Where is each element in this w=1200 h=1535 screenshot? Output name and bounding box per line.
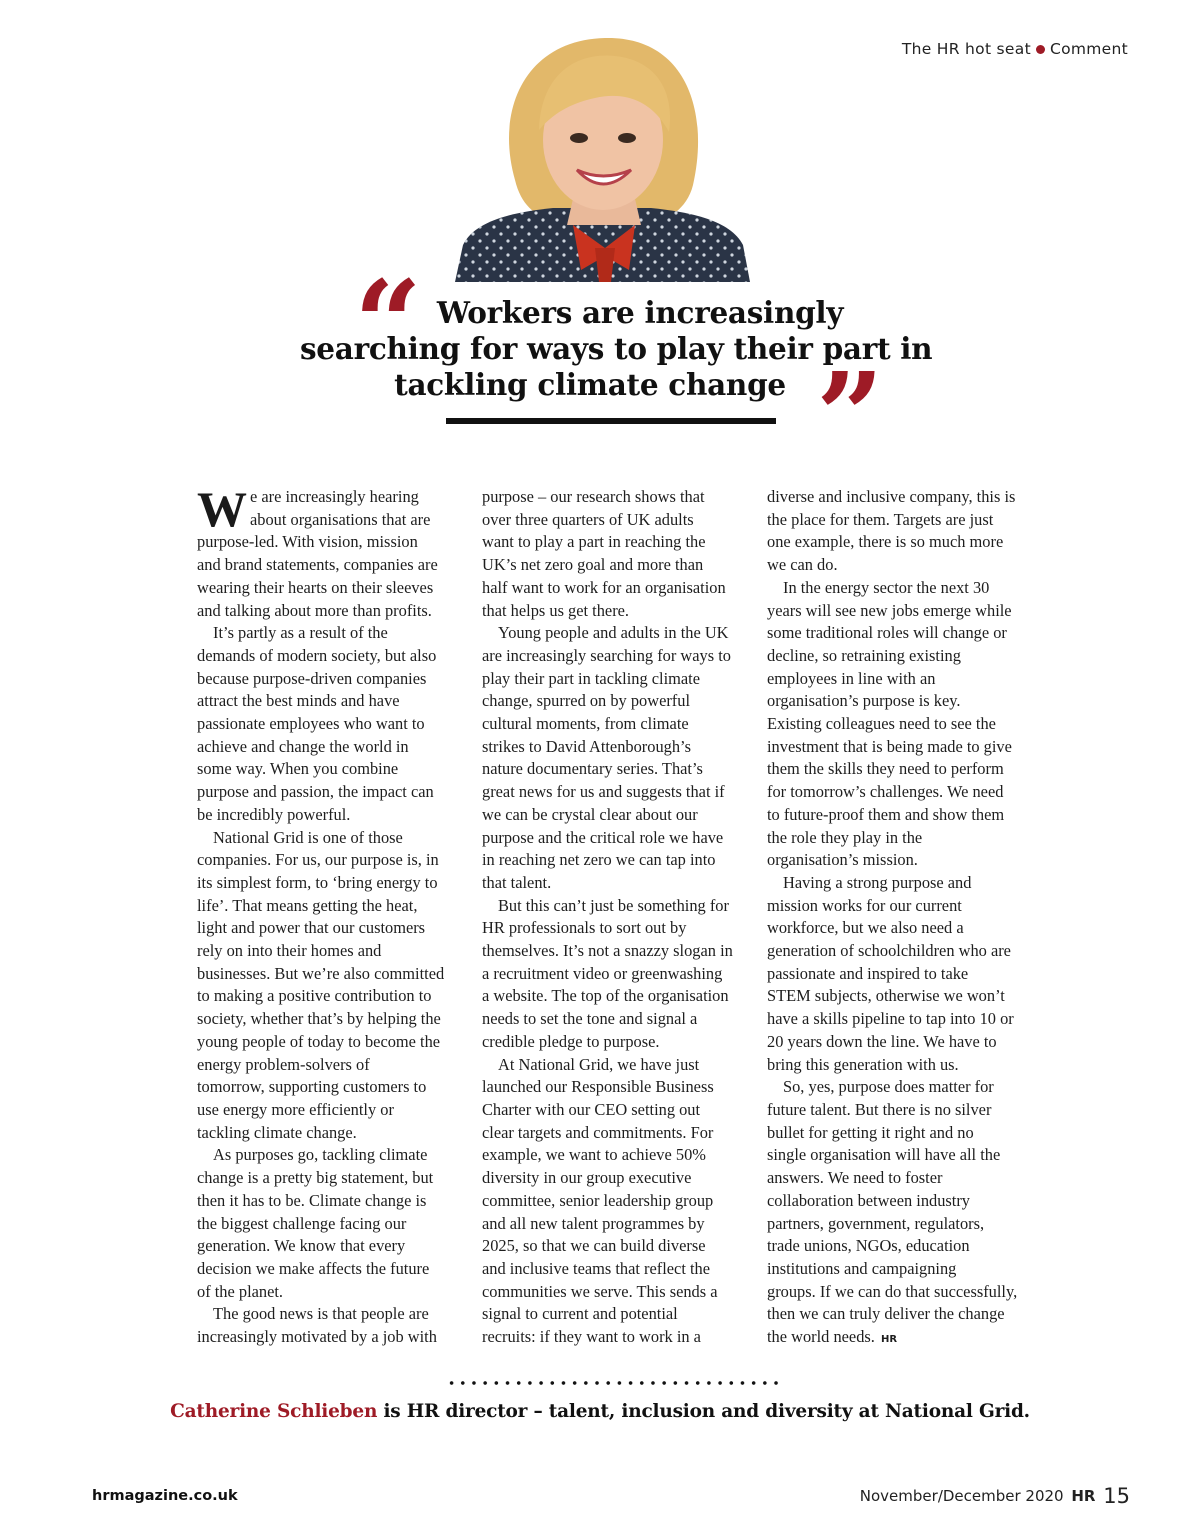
article-line: companies. For us, our purpose is, in [197, 850, 439, 870]
article-line: But this can’t just be something for [498, 895, 729, 915]
section-tag [902, 40, 1128, 58]
article-line: purpose – our research shows that [482, 487, 705, 506]
pull-quote-rule [446, 418, 776, 424]
article-line: STEM subjects, otherwise we won’t [767, 986, 1005, 1006]
article-line: Existing colleagues need to see the [767, 714, 996, 734]
section-label: The HR hot seat [901, 40, 1031, 58]
article-line: trade unions, NGOs, education [767, 1236, 970, 1256]
article-line: HR professionals to sort out by [482, 918, 687, 938]
end-mark: HR [881, 1334, 898, 1346]
article-line: for tomorrow’s challenges. We need [767, 782, 1004, 802]
article-line: a website. The top of the organisation [482, 986, 729, 1006]
article-line: Having a strong purpose and [783, 872, 972, 892]
article-line: years will see new jobs emerge while [767, 600, 1012, 620]
close-quote-mark: ” [816, 346, 884, 485]
article-line: bring this generation with us. [767, 1054, 959, 1074]
article-line: want to play a part in reaching the [482, 532, 706, 552]
article-column-1 [197, 481, 461, 1349]
footer-issue-info [860, 1484, 1130, 1508]
article-line: diversity in our group executive [482, 1168, 692, 1188]
article-line: that talent. [482, 872, 552, 892]
article-line: and inclusive teams that reflect the [482, 1258, 711, 1278]
issue-date: November/December 2020 [859, 1487, 1064, 1505]
article-line: that helps us get there. [482, 600, 630, 620]
article-line: the world needs. HR [767, 1327, 898, 1347]
article-line: and brand statements, companies are [197, 555, 438, 575]
article-line: National Grid is one of those [213, 827, 403, 847]
pull-quote-line: tackling climate change [394, 367, 786, 402]
article-line: clear targets and commitments. For [482, 1122, 714, 1142]
separator-dot-icon [1036, 45, 1045, 54]
article-line: 2025, so that we can build diverse [482, 1236, 706, 1256]
pull-quote [300, 254, 933, 485]
article-line: then we can truly deliver the change [767, 1304, 1005, 1324]
article-line: the role they play in the [767, 827, 923, 847]
article-line: single organisation will have all the [767, 1145, 1001, 1165]
article-line: purpose and passion, the impact can [197, 782, 434, 802]
author-portrait [455, 20, 750, 282]
dotted-separator [446, 1379, 782, 1387]
article-line: nature documentary series. That’s [482, 759, 703, 779]
article-line: groups. If we can do that successfully, [767, 1281, 1018, 1301]
article-line: credible pledge to purpose. [482, 1031, 660, 1051]
article-line: we can do. [767, 555, 838, 575]
article-line: in reaching net zero we can tap into [482, 850, 716, 870]
article-line: half want to work for an organisation [482, 577, 726, 597]
article-line: Charter with our CEO setting out [482, 1099, 701, 1119]
article-line: themselves. It’s not a snazzy slogan in [482, 941, 733, 961]
page-number: 15 [1103, 1484, 1130, 1508]
article-line: answers. We need to foster [767, 1168, 943, 1188]
article-line: the place for them. Targets are just [767, 509, 994, 529]
article-line: cultural moments, from climate [482, 714, 689, 734]
article-line: some traditional roles will change or [767, 623, 1007, 643]
article-line: young people of today to become the [197, 1031, 441, 1051]
article-line: Young people and adults in the UK [498, 623, 729, 643]
article-line: launched our Responsible Business [482, 1077, 714, 1097]
article-line: decline, so retraining existing [767, 645, 961, 665]
article-line: have a skills pipeline to tap into 10 or [767, 1009, 1014, 1029]
article-line: UK’s net zero goal and more than [482, 555, 704, 575]
author-byline [0, 1401, 1200, 1422]
article-line: strikes to David Attenborough’s [482, 736, 691, 756]
article-line: purpose and the critical role we have [482, 827, 724, 847]
article-line: life’. That means getting the heat, [197, 895, 418, 915]
article-line: a recruitment video or greenwashing [482, 963, 723, 983]
article-line: recruits: if they want to work in a [482, 1327, 701, 1347]
article-line: partners, government, regulators, [767, 1213, 985, 1233]
article-line: tomorrow, supporting customers to [197, 1077, 427, 1097]
article-line: then it has to be. Climate change is [197, 1190, 427, 1210]
article-line: The good news is that people are [213, 1304, 429, 1324]
article-line: needs to set the tone and signal a [482, 1009, 698, 1029]
article-line: are increasingly searching for ways to [482, 645, 731, 665]
article-line: to making a positive contribution to [197, 986, 432, 1006]
article-line: one example, there is so much more [767, 532, 1004, 552]
pull-quote-line: searching for ways to play their part in [300, 331, 933, 366]
article-line: some way. When you combine [197, 759, 399, 779]
article-line: communities we serve. This sends a [482, 1281, 718, 1301]
article-line: generation of schoolchildren who are [767, 941, 1011, 961]
article-line: society, whether that’s by helping the [197, 1009, 441, 1029]
pull-quote-line: Workers are increasingly [436, 295, 844, 330]
author-role: is HR director – talent, inclusion and diversity at National Grid. [377, 1401, 1030, 1422]
article-line: employees in line with an [767, 668, 936, 688]
article-line: investment that is being made to give [767, 736, 1012, 756]
article-line: businesses. But we’re also committed [197, 963, 445, 983]
article-line: institutions and campaigning [767, 1258, 957, 1278]
article-line: In the energy sector the next 30 [783, 577, 990, 597]
article-line: passionate employees who want to [197, 714, 425, 734]
article-column-3 [767, 486, 1031, 1352]
article-line: wearing their hearts on their sleeves [197, 577, 434, 597]
open-quote-mark: “ [354, 254, 422, 393]
article-line: energy problem-solvers of [197, 1054, 370, 1074]
article-line: use energy more efficiently or [197, 1099, 394, 1119]
drop-cap: W [197, 481, 247, 537]
article-line: organisation’s purpose is key. [767, 691, 961, 711]
article-line: example, we want to achieve 50% [482, 1145, 706, 1165]
portrait-illustration [455, 20, 750, 282]
article-line: generation. We know that every [197, 1236, 406, 1256]
article-line: play their part in tackling climate [482, 668, 701, 688]
article-line: we can be crystal clear about our [482, 804, 698, 824]
author-name: Catherine Schlieben [170, 1401, 378, 1422]
article-line: increasingly motivated by a job with [197, 1327, 437, 1347]
article-line: organisation’s mission. [767, 850, 918, 870]
article-line: about organisations that are [250, 509, 431, 529]
article-column-2 [482, 486, 746, 1349]
category-label: Comment [1049, 40, 1128, 58]
article-line: light and power that our customers [197, 918, 426, 938]
article-line: and all new talent programmes by [482, 1213, 705, 1233]
article-line: of the planet. [197, 1281, 284, 1301]
article-line: collaboration between industry [767, 1190, 971, 1210]
article-line: purpose-led. With vision, mission [197, 532, 418, 552]
article-line: the biggest challenge facing our [197, 1213, 407, 1233]
article-line: and talking about more than profits. [197, 600, 432, 620]
article-line: over three quarters of UK adults [482, 509, 694, 529]
article-line: change, spurred on by powerful [482, 691, 691, 711]
article-line: its simplest form, to ‘bring energy to [197, 872, 438, 892]
article-line: It’s partly as a result of the [213, 623, 388, 643]
article-line: diverse and inclusive company, this is [767, 487, 1016, 506]
article-line: workforce, but we also need a [767, 918, 964, 938]
article-line: them the skills they need to perform [767, 759, 1004, 779]
article-line: At National Grid, we have just [498, 1054, 700, 1074]
article-line: bullet for getting it right and no [767, 1122, 974, 1142]
article-line: because purpose-driven companies [197, 668, 427, 688]
article-line: e are increasingly hearing [250, 487, 419, 506]
article-line: 20 years down the line. We have to [767, 1031, 997, 1051]
article-line: As purposes go, tackling climate [213, 1145, 428, 1165]
article-line: decision we make affects the future [197, 1258, 430, 1278]
article-line: future talent. But there is no silver [767, 1099, 992, 1119]
footer-website: hrmagazine.co.uk [92, 1488, 238, 1504]
article-line: change is a pretty big statement, but [197, 1168, 434, 1188]
article-line: committee, senior leadership group [482, 1190, 714, 1210]
article-line: demands of modern society, but also [197, 645, 437, 665]
article-line: attract the best minds and have [197, 691, 400, 711]
article-line: great news for us and suggests that if [482, 782, 725, 802]
article-line: rely on into their homes and [197, 941, 382, 961]
article-line: So, yes, purpose does matter for [783, 1077, 994, 1097]
article-line: tackling climate change. [197, 1122, 357, 1142]
article-line: signal to current and potential [482, 1304, 678, 1324]
article-line: achieve and change the world in [197, 736, 409, 756]
article-line: to future-proof them and show them [767, 804, 1005, 824]
article-line: be incredibly powerful. [197, 804, 351, 824]
article-line: passionate and inspired to take [767, 963, 969, 983]
article-line: mission works for our current [767, 895, 962, 915]
magazine-name: HR [1071, 1487, 1096, 1505]
